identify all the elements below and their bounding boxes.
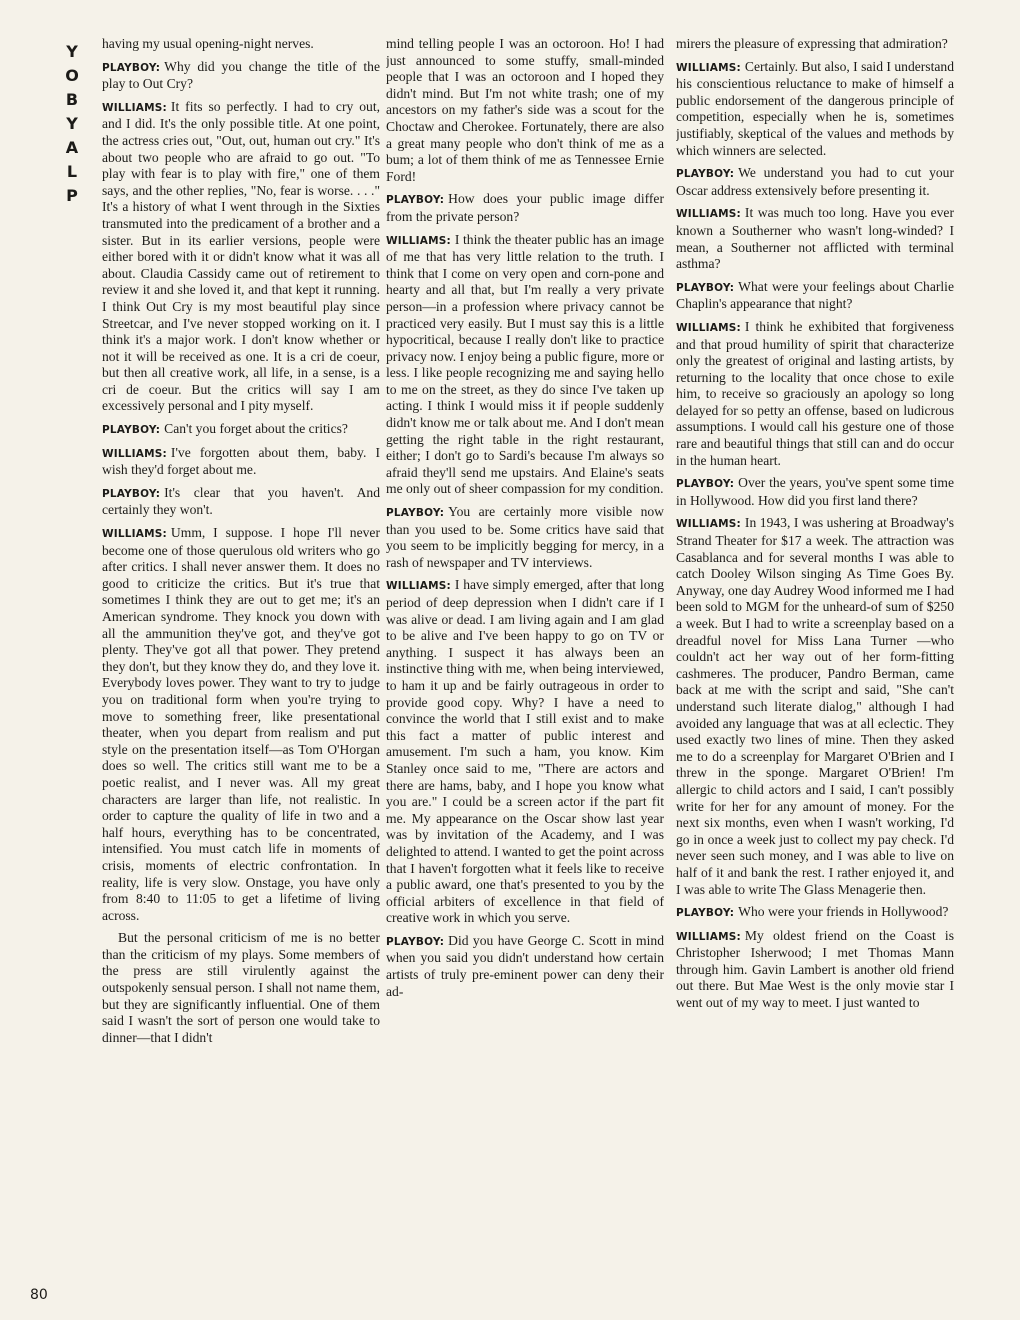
paragraph-text: Who were your friends in Hollywood? [738, 904, 949, 920]
speaker-label: WILLIAMS: [676, 321, 741, 334]
interview-exchange [102, 59, 380, 93]
text-column-3 [676, 36, 954, 1306]
paragraph-text: But the personal criticism of me is no better than the criticism of my plays. Some members of the press are still virulently against the outspokenly sensual person. I shall not name them, but they are significantly influential. One of them said I wasn't the sort of person one would take to dinner—that I didn't [102, 930, 380, 1045]
speaker-label: WILLIAMS: [386, 234, 451, 247]
paragraph-text: In 1943, I was ushering at Broadway's Strand Theater for $17 a week. The attraction was Casablanca and for several months I was able to catch Dooley Wilson singing As Time Goes By. Anyway, one day Audrey Wood informed me I had been sold to MGM for the unheard-of sum of $250 a week. But I had to write a screenplay based on a dreadful novel for Miss Lana Turner —who couldn't act her way out of her form-fitting cashmeres. The producer, Pandro Berman, came back at me with the script and said, "She can't understand such literate dialog," although I had avoided any language that was at all eclectic. They used exactly two lines of mine. Then they asked me to do a screenplay for Margaret O'Brien and I threw in the sponge. Margaret O'Brien! I'm allergic to child actors and I said, I can't possibly write for her for any amount of money. For the next six months, even when I wasn't working, I'd go in once a week just to collect my pay check. I'd never seen such money, and I was able to live on half of it and bank the rest. I rather enjoyed it, and I was able to write The Glass Menagerie then. [676, 515, 954, 897]
interview-exchange [676, 928, 954, 1012]
speaker-label: WILLIAMS: [676, 208, 741, 221]
speaker-label: PLAYBOY: [386, 194, 445, 207]
speaker-label: WILLIAMS: [676, 518, 741, 531]
speaker-label: PLAYBOY: [102, 61, 161, 74]
interview-exchange [386, 933, 664, 1000]
brand-letter: Y [66, 42, 78, 61]
paragraph-text: What were your feelings about Charlie Chaplin's appearance that night? [676, 278, 954, 312]
speaker-label: WILLIAMS: [102, 528, 167, 541]
paragraph-text: Over the years, you've spent some time in Hollywood. How did you first land there? [676, 475, 954, 508]
speaker-label: WILLIAMS: [676, 61, 741, 74]
interview-exchange [386, 232, 664, 499]
interview-exchange [102, 525, 380, 924]
paragraph-text: Did you have George C. Scott in mind when you said you didn't understand how certain artists of truly pre-eminent power can deny their ad- [386, 932, 664, 999]
brand-letter: P [66, 186, 78, 205]
running-head-brand [58, 40, 86, 208]
paragraph-text: Certainly. But also, I said I understand his conscientious reluctance to make of himself a public endorsement of the dangerous principle of competition, especially when he is, sometimes justifiably, skeptical of the values and methods by which winners are selected. [676, 58, 954, 158]
paragraph-text: You are certainly more visible now than you used to be. Some critics have said that you seem to be implicitly begging for mercy, in a rash of newspaper and TV interviews. [386, 504, 664, 570]
speaker-label: PLAYBOY: [676, 281, 735, 294]
speaker-label: WILLIAMS: [102, 101, 167, 114]
interview-exchange [102, 421, 380, 439]
interview-exchange [676, 279, 954, 313]
speaker-label: WILLIAMS: [386, 580, 451, 593]
paragraph-text: mind telling people I was an octoroon. Ho! I had just announced to some stuffy, small-minded people that I was an octoroon and I hoped they didn't mind. But I'm not white trash; one of my ancestors on my father's side was a scout for the Choctaw and Cherokee. Fortunately, there are also a great many people who don't think of me as a bum; a lot of them think of me as Tennessee Ernie Ford! [386, 36, 664, 184]
paragraph-text: I've forgotten about them, baby. I wish they'd forget about me. [102, 444, 380, 478]
speaker-label: PLAYBOY: [676, 907, 735, 920]
speaker-label: PLAYBOY: [676, 168, 735, 181]
body-paragraph [102, 36, 380, 53]
speaker-label: PLAYBOY: [102, 487, 161, 500]
interview-exchange [676, 319, 954, 469]
paragraph-text: It's clear that you haven't. And certainly they won't. [102, 484, 380, 518]
brand-letter: L [66, 162, 78, 181]
interview-exchange [676, 475, 954, 509]
interview-exchange [102, 485, 380, 519]
interview-exchange [386, 504, 664, 571]
paragraph-text: I think he exhibited that forgiveness and that proud humility of spirit that characterize only the greatest of original and lasting artists, by returning to the locality that once chose to exile him, to receive so graciously an apology so long delayed for so petty an offense, based on ludicrous assumptions. I would call his gesture one of those rare and beautiful things that still can and do occur in the human heart. [676, 318, 954, 468]
brand-letter: B [65, 90, 79, 109]
paragraph-text: Why did you change the title of the play to Out Cry? [102, 58, 380, 92]
interview-exchange [102, 99, 380, 415]
speaker-label: PLAYBOY: [386, 935, 445, 948]
speaker-label: PLAYBOY: [676, 478, 735, 491]
paragraph-text: having my usual opening-night nerves. [102, 36, 314, 51]
body-paragraph [386, 36, 664, 185]
paragraph-text: I think the theater public has an image of me that has very little relation to the truth. I think that I come on very open and corn-pone and hearty and all that, but I'm really a very private person—in a profession where privacy cannot be practiced very easily. But I must say this is a little hypocritical, because I really don't like to practice privacy now. I enjoy being a public figure, more or less. I like people recognizing me and saying hello to me on the street, as they do since I've taken up acting. I think I would miss it if people suddenly didn't know me or talk about me. And I don't mean getting the right table in the right restaurant, either; I don't go to Sardi's because I'm always so afraid they'll send me upstairs. And Elaine's seats me only out of sheer compassion for my condition. [386, 231, 664, 497]
paragraph-text: mirers the pleasure of expressing that admiration? [676, 36, 948, 51]
paragraph-text: My oldest friend on the Coast is Christopher Isherwood; I met Thomas Mann through him. Gavin Lambert is another old friend out there. But Mae West is the only movie star I went out of my way to meet. I just wanted to [676, 927, 954, 1011]
interview-exchange [676, 904, 954, 922]
paragraph-text: We understand you had to cut your Oscar address extensively before presenting it. [676, 165, 954, 198]
interview-exchange [676, 205, 954, 272]
speaker-label: WILLIAMS: [676, 930, 741, 943]
interview-exchange [676, 515, 954, 898]
brand-letter: A [65, 138, 79, 157]
page-number: 80 [30, 1287, 48, 1303]
paragraph-text: It was much too long. Have you ever known a Southerner who wasn't long-winded? I mean, a Southerner not afflicted with terminal asthma? [676, 205, 954, 272]
paragraph-text: Can't you forget about the critics? [164, 421, 348, 437]
paragraph-text: Umm, I suppose. I hope I'll never become one of those querulous old writers who go after critics. I shall never answer them. It does no good to criticize the critics. But it's true that sometimes I think they are out to get me; it's an American syndrome. They knock you down with all the ammunition they've got, and they've got plenty. They've got all that power. They pretend they don't, but they know they do, and they love it. Everybody loves power. They want to try to judge you on traditional form when you're trying to move to something freer, like presentational theater, when you depart from realism and put style on the presentation itself—as Tom O'Horgan does so well. The critics still want me to be a poetic realist, and I never was. All my great characters are larger than life, not realistic. In order to capture the quality of life in two and a half hours, everything has to be concentrated, intensified. You must catch life in moments of crisis, moments of electric confrontation. In reality, life is very slow. Onstage, you have only from 8:40 to 11:05 to get a lifetime of living across. [102, 525, 380, 923]
text-column-2 [386, 36, 664, 1306]
interview-exchange [386, 577, 664, 926]
speaker-label: PLAYBOY: [102, 424, 161, 437]
speaker-label: WILLIAMS: [102, 447, 167, 460]
interview-exchange [676, 59, 954, 160]
interview-exchange [102, 445, 380, 479]
interview-exchange [676, 165, 954, 199]
paragraph-text: How does your public image differ from the private person? [386, 191, 664, 224]
speaker-label: PLAYBOY: [386, 507, 445, 520]
body-paragraph [102, 930, 380, 1046]
text-column-1 [102, 36, 380, 1306]
body-paragraph [676, 36, 954, 53]
interview-exchange [386, 191, 664, 225]
brand-letter: Y [66, 114, 78, 133]
paragraph-text: I have simply emerged, after that long period of deep depression when I didn't care if I was alive or dead. I am living again and I am glad to be alive and I've been happy to go on TV or anything. I suspect it has always been an instinctive thing with me, when being interviewed, to ham it up and be fairly outrageous in order to provide good copy. Why? I have a need to convince the world that I still exist and to make this fact a matter of public interest and amusement. I'm such a ham, you know. Kim Stanley once said to me, "There are actors and there are hams, baby, and I hope you know what you are." I could be a screen actor if the part fit me. My appearance on the Oscar show last year was by invitation of the Academy, and I was delighted to attend. I wanted to get the point across that I haven't forgotten what it feels like to receive a public award, one that's presented to you by the official arbiters of excellence in that field of creative work in which you serve. [386, 577, 664, 926]
paragraph-text: It fits so perfectly. I had to cry out, and I did. It's the only possible title. At one point, the actress cries out, "Out, out, human out cry." It's about two people who are afraid to go out. "To play with fear is to play with fire," one of them says, and the other replies, "No, fear is worse. . . ." It's a history of what I went through in the Sixties transmuted into the predicament of a brother and a sister. But in its earlier versions, people were either bored with it or didn't know what it was all about. Claudia Cassidy came out of retirement to review it and she loved it, and that kept it running. I think Out Cry is my most beautiful play since Streetcar, and I've never stopped working on it. I think it's a major work. I don't know whether or not it will be received as one. It is a cri de coeur, but then all creative work, all life, in a sense, is a cri de coeur. But the critics will say I am excessively personal and I pity myself. [102, 98, 380, 414]
brand-letter: O [65, 66, 79, 85]
